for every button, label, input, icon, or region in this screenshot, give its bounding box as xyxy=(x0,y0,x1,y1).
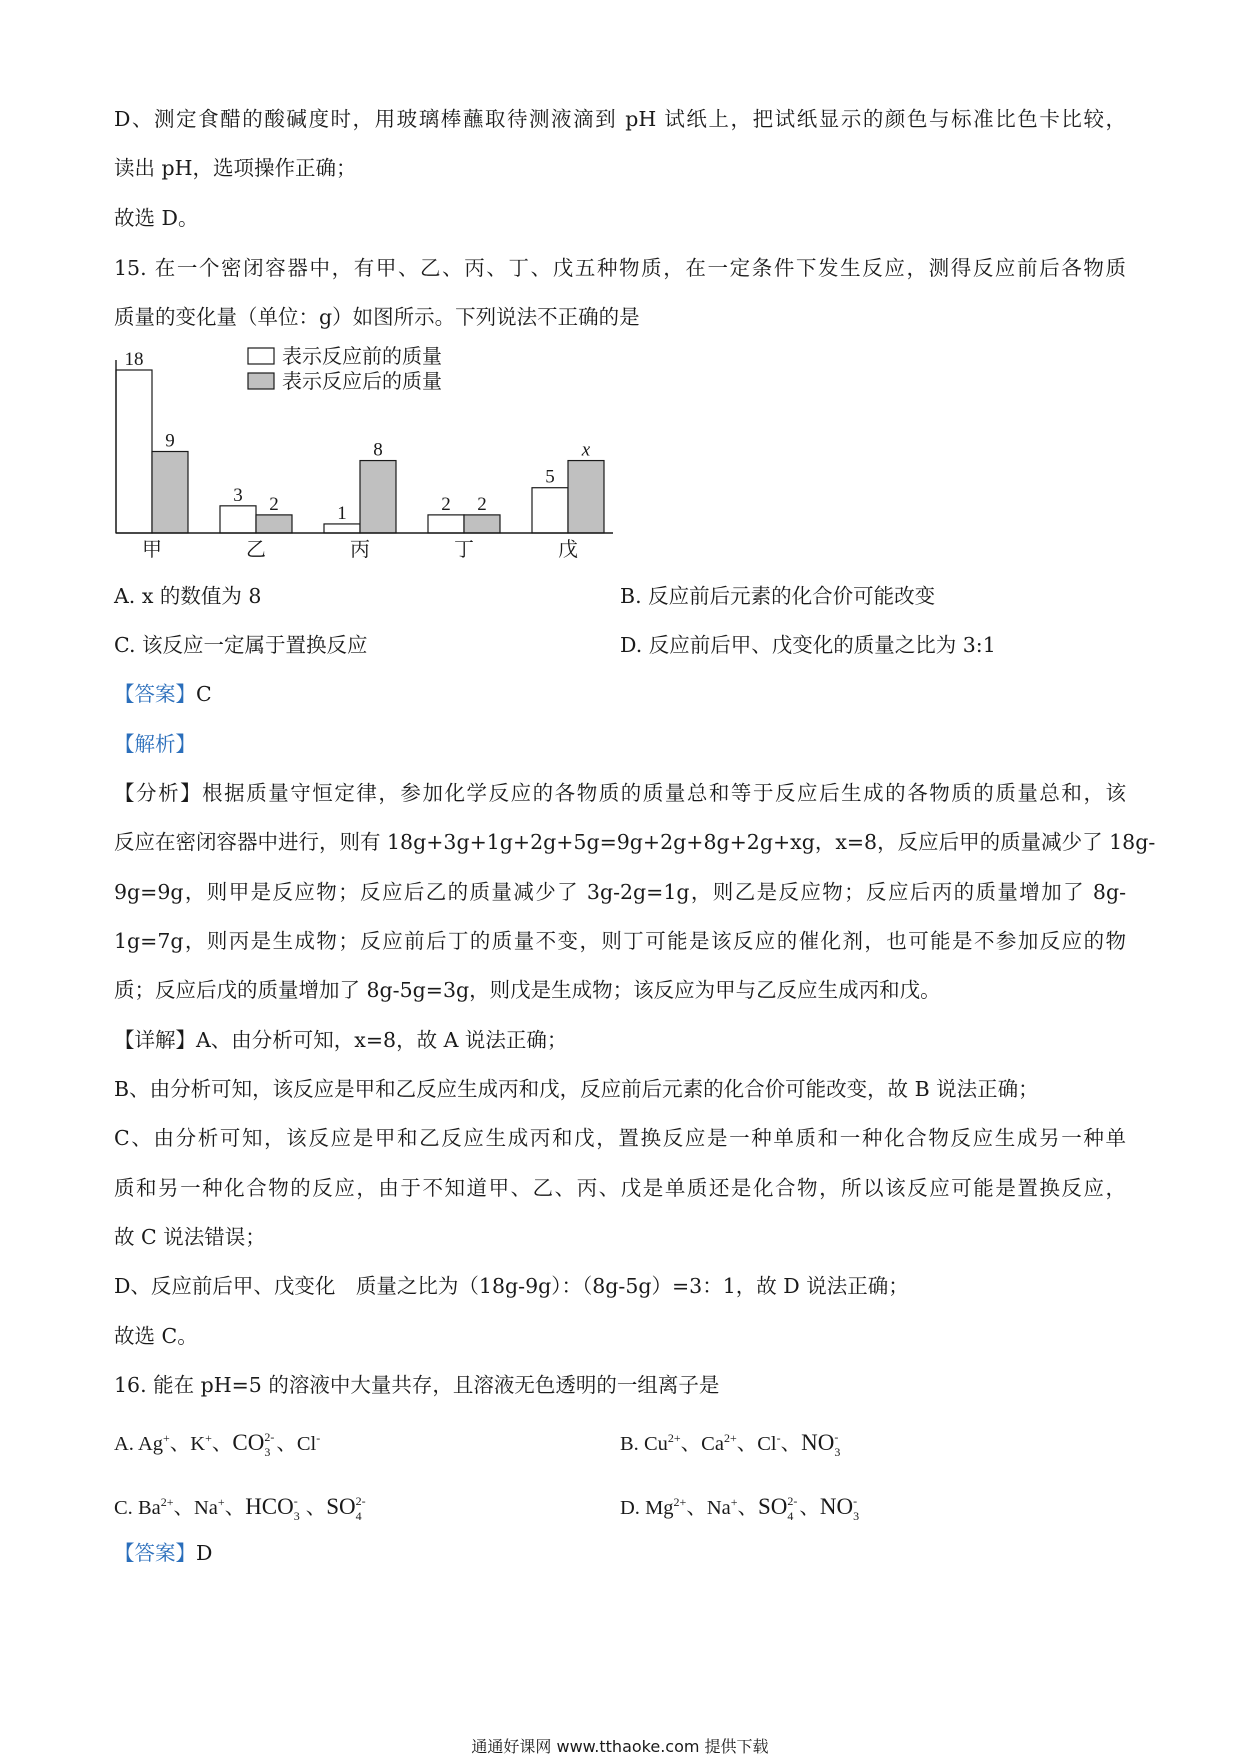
option-label: D. xyxy=(620,1496,646,1519)
answer-tag: 【答案】 xyxy=(114,682,196,706)
detail-text: 质和另一种化合物的反应，由于不知道甲、乙、丙、戊是单质还是化合物，所以该反应可能是置换反应， xyxy=(114,1176,1126,1200)
analysis-text: 质；反应后戊的质量增加了 8g-5g=3g，则戊是生成物；该反应为甲与乙反应生成丙和戊。 xyxy=(114,978,941,1002)
text-line: D、测定食醋的酸碱度时，用玻璃棒蘸取待测液滴到 pH 试纸上，把试纸显示的颜色与标准比色卡比较， xyxy=(114,107,1126,131)
answer-tag: 【答案】 xyxy=(114,1541,196,1565)
category-label: 甲 xyxy=(142,537,162,561)
data-label: 2 xyxy=(269,493,279,515)
option-a[interactable]: A. x 的数值为 8 xyxy=(114,584,262,608)
analysis-text: 【分析】根据质量守恒定律，参加化学反应的各物质的质量总和等于反应后生成的各物质的质量总和，该 xyxy=(114,781,1126,805)
data-label: 9 xyxy=(165,430,175,452)
option-d[interactable]: D. $Mg^{2+}$、Na+、SO 2- 4 、NO - 3 xyxy=(620,1493,860,1524)
detail-text: 【详解】A、由分析可知，x=8，故 A 说法正确； xyxy=(114,1028,568,1052)
data-label: 2 xyxy=(477,493,487,515)
bar xyxy=(428,515,464,533)
legend-swatch xyxy=(248,373,274,389)
option-d[interactable]: D. 反应前后甲、戊变化的质量之比为 3:1 xyxy=(620,633,996,657)
data-label: 18 xyxy=(124,349,144,370)
answer-line xyxy=(114,681,212,707)
data-label: 2 xyxy=(441,493,451,515)
question-15-stem-cont: 质量的变化量（单位：g）如图所示。下列说法不正确的是 xyxy=(114,305,640,329)
detail-text: D、反应前后甲、戊变化 质量之比为（18g-9g）：（8g-5g）=3：1，故 D 说法正确； xyxy=(114,1274,909,1298)
option-b[interactable]: B. 反应前后元素的化合价可能改变 xyxy=(620,584,936,608)
data-label: 8 xyxy=(373,439,383,461)
detail-text: C、由分析可知，该反应是甲和乙反应生成丙和戊，置换反应是一种单质和一种化合物反应生成另一种单 xyxy=(114,1126,1126,1150)
analysis-tag: 【解析】 xyxy=(114,732,196,756)
question-15-stem: 15. 在一个密闭容器中，有甲、乙、丙、丁、戊五种物质，在一定条件下发生反应，测得反应前后各物质 xyxy=(114,256,1126,280)
option-label: A. xyxy=(114,1432,138,1455)
question-16-stem: 16. 能在 pH=5 的溶液中大量共存，且溶液无色透明的一组离子是 xyxy=(114,1373,720,1397)
mass-bar-chart xyxy=(108,340,628,570)
data-label: x xyxy=(581,439,591,461)
analysis-text: 反应在密闭容器中进行，则有 18g+3g+1g+2g+5g=9g+2g+8g+2g+xg，x=8，反应后甲的质量减少了 18g- xyxy=(114,830,1156,854)
option-b[interactable]: B. $Cu^{2+}$、$Ca^{2+}$、Cl-、NO - 3 xyxy=(620,1429,841,1460)
legend-label: 表示反应后的质量 xyxy=(282,369,442,393)
option-label: C. xyxy=(114,1496,138,1519)
legend-swatch xyxy=(248,348,274,364)
bar xyxy=(256,515,292,533)
text-line: 故选 D。 xyxy=(114,206,199,230)
option-c[interactable]: C. $Ba^{2+}$、Na+、HCO - 3 、SO 2- 4 xyxy=(114,1493,366,1524)
category-label: 乙 xyxy=(246,537,266,561)
legend-label: 表示反应前的质量 xyxy=(282,344,442,368)
option-label: B. xyxy=(620,1432,644,1455)
analysis-text: 9g=9g，则甲是反应物；反应后乙的质量减少了 3g-2g=1g，则乙是反应物；反应后丙的质量增加了 8g- xyxy=(114,880,1126,904)
data-label: 5 xyxy=(545,466,555,488)
option-a[interactable]: A. Ag+、K+、CO 2- 3 、Cl- xyxy=(114,1429,321,1460)
category-label: 丁 xyxy=(454,537,474,561)
detail-text: 故 C 说法错误； xyxy=(114,1225,266,1249)
option-c[interactable]: C. 该反应一定属于置换反应 xyxy=(114,633,368,657)
data-label: 3 xyxy=(233,484,243,506)
detail-text: B、由分析可知，该反应是甲和乙反应生成丙和戊，反应前后元素的化合价可能改变，故 B 说法正确； xyxy=(114,1077,1039,1101)
text-line: 读出 pH，选项操作正确； xyxy=(114,156,357,180)
bar xyxy=(152,452,188,534)
bar xyxy=(116,370,152,533)
footer-watermark: 通通好课网 www.tthaoke.com 提供下载 xyxy=(471,1737,769,1756)
analysis-text: 1g=7g，则丙是生成物；反应前后丁的质量不变，则丁可能是该反应的催化剂，也可能是不参加反应的物 xyxy=(114,929,1126,953)
bar xyxy=(568,461,604,533)
answer-value: D xyxy=(196,1541,213,1565)
category-label: 戊 xyxy=(558,537,578,561)
answer-line xyxy=(114,1540,212,1566)
bar xyxy=(532,488,568,533)
bar xyxy=(464,515,500,533)
answer-value: C xyxy=(196,682,212,706)
data-label: 1 xyxy=(337,502,347,524)
detail-text: 故选 C。 xyxy=(114,1324,198,1348)
bar xyxy=(220,506,256,533)
bar xyxy=(360,461,396,533)
category-label: 丙 xyxy=(350,537,370,561)
bar xyxy=(324,524,360,533)
